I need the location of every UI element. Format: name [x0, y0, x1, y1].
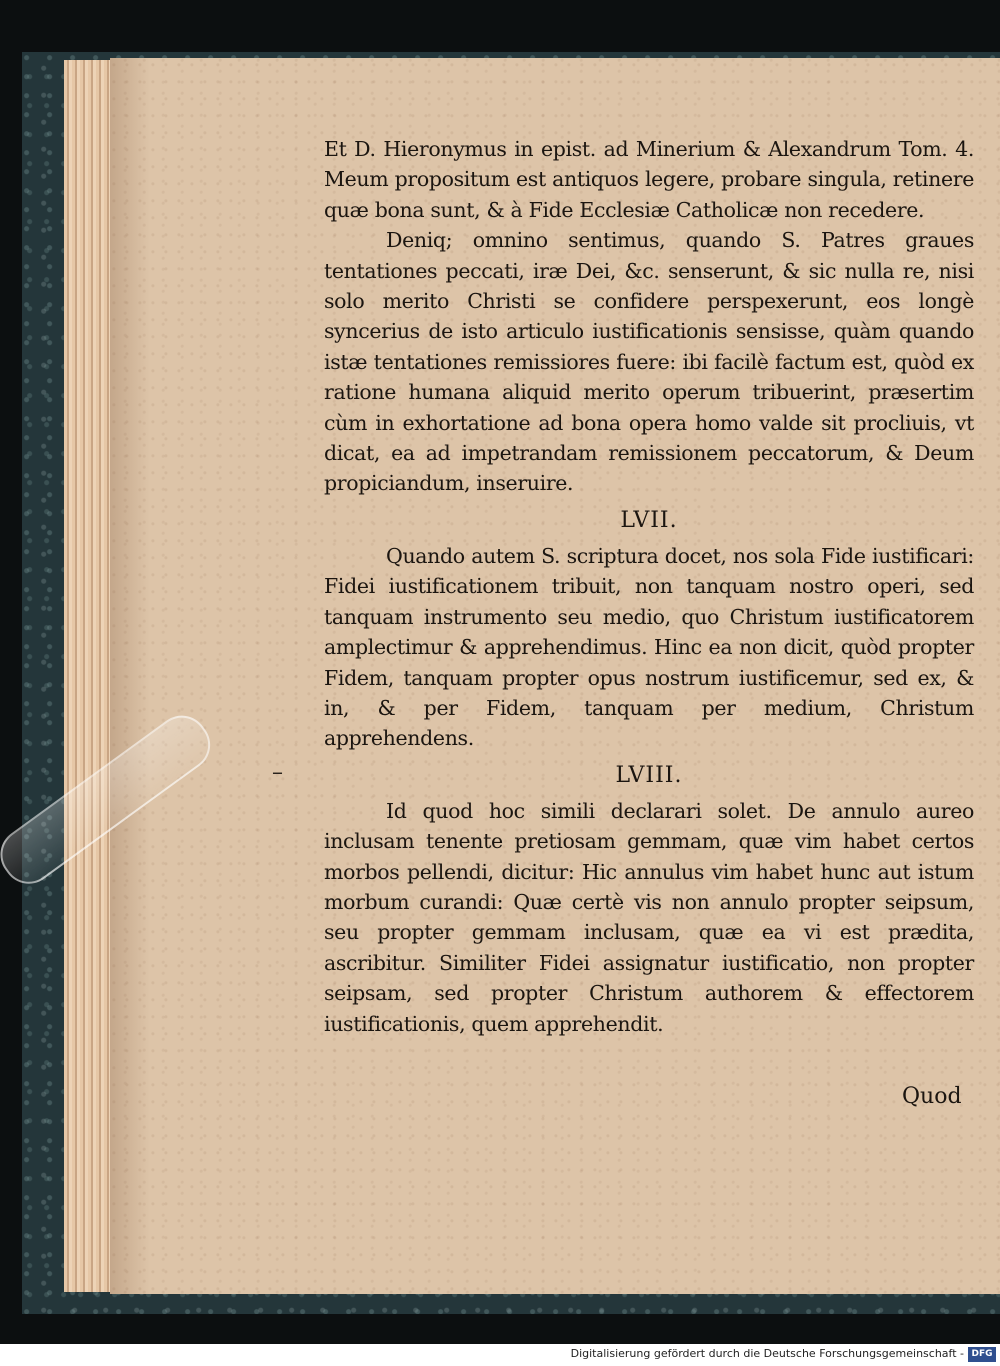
paragraph-hieronymus: Et D. Hieronymus in epist. ad Minerium & Alexandrum Tom. 4. Meum propositum est antiquos legere, probare singula, retinere quæ bona sunt, & à Fide Ecclesiæ Catholicæ non recedere. — [324, 137, 974, 222]
footer-bar — [0, 1344, 1000, 1366]
section-heading-lviii: LVIII. — [615, 762, 683, 788]
section-text-lvii: Quando autem S. scriptura docet, nos sola Fide iustificari: Fidei iustificationem tribuit, non tanquam nostro operi, sed tanquam instrumento seu medio, quo Christum iustificatorem amplectimur & apprehendimus. Hinc ea non dicit, quòd propter Fidem, tanquam propter opus nostrum iustificemur, sed ex, & in, & per Fidem, tanquam per medium, Christum apprehendens. — [324, 543, 974, 751]
footer-credit: Digitalisierung gefördert durch die Deutsche Forschungsgemeinschaft - — [570, 1347, 964, 1360]
catchword: Quod — [902, 1084, 962, 1109]
section-text-lviii: Id quod hoc simili declarari solet. De annulo aureo inclusam tenente pretiosam gemmam, quæ vim habet certos morbos pellendi, dicitur: Hic annulus vim habet hunc aut istum morbum curandi: Quæ certè vis non annulo propter seipsum, seu propter gemmam inclusam, quæ ea vi est prædita, ascribitur. Similiter Fidei assignatur iustificatio, non propter seipsam, sed propter Christum authorem & effectorem iustificationis, quem apprehendit. — [324, 798, 974, 1036]
page-text — [324, 134, 974, 1039]
dfg-logo: DFG — [968, 1347, 996, 1362]
section-heading-lvii: LVII. — [620, 507, 678, 533]
margin-mark: – — [272, 760, 283, 785]
gutter-shadow — [110, 58, 150, 1294]
paragraph-deniq: Deniq; omnino sentimus, quando S. Patres graues tentationes peccati, iræ Dei, &c. senserunt, & sic nulla re, nisi solo merito Christi se confidere perspexerunt, eos longè syncerius de isto articulo iustificationis sensisse, quàm quando istæ tentationes remissiores fuere: ibi facilè factum est, quòd ex ratione humana aliquid merito operum tribuerint, præsertim cùm in exhortatione ad bona opera homo valde sit procliuis, vt dicat, ea ad impetrandam remissionem peccatorum, & Deum propiciandum, inseruire. — [324, 228, 974, 496]
